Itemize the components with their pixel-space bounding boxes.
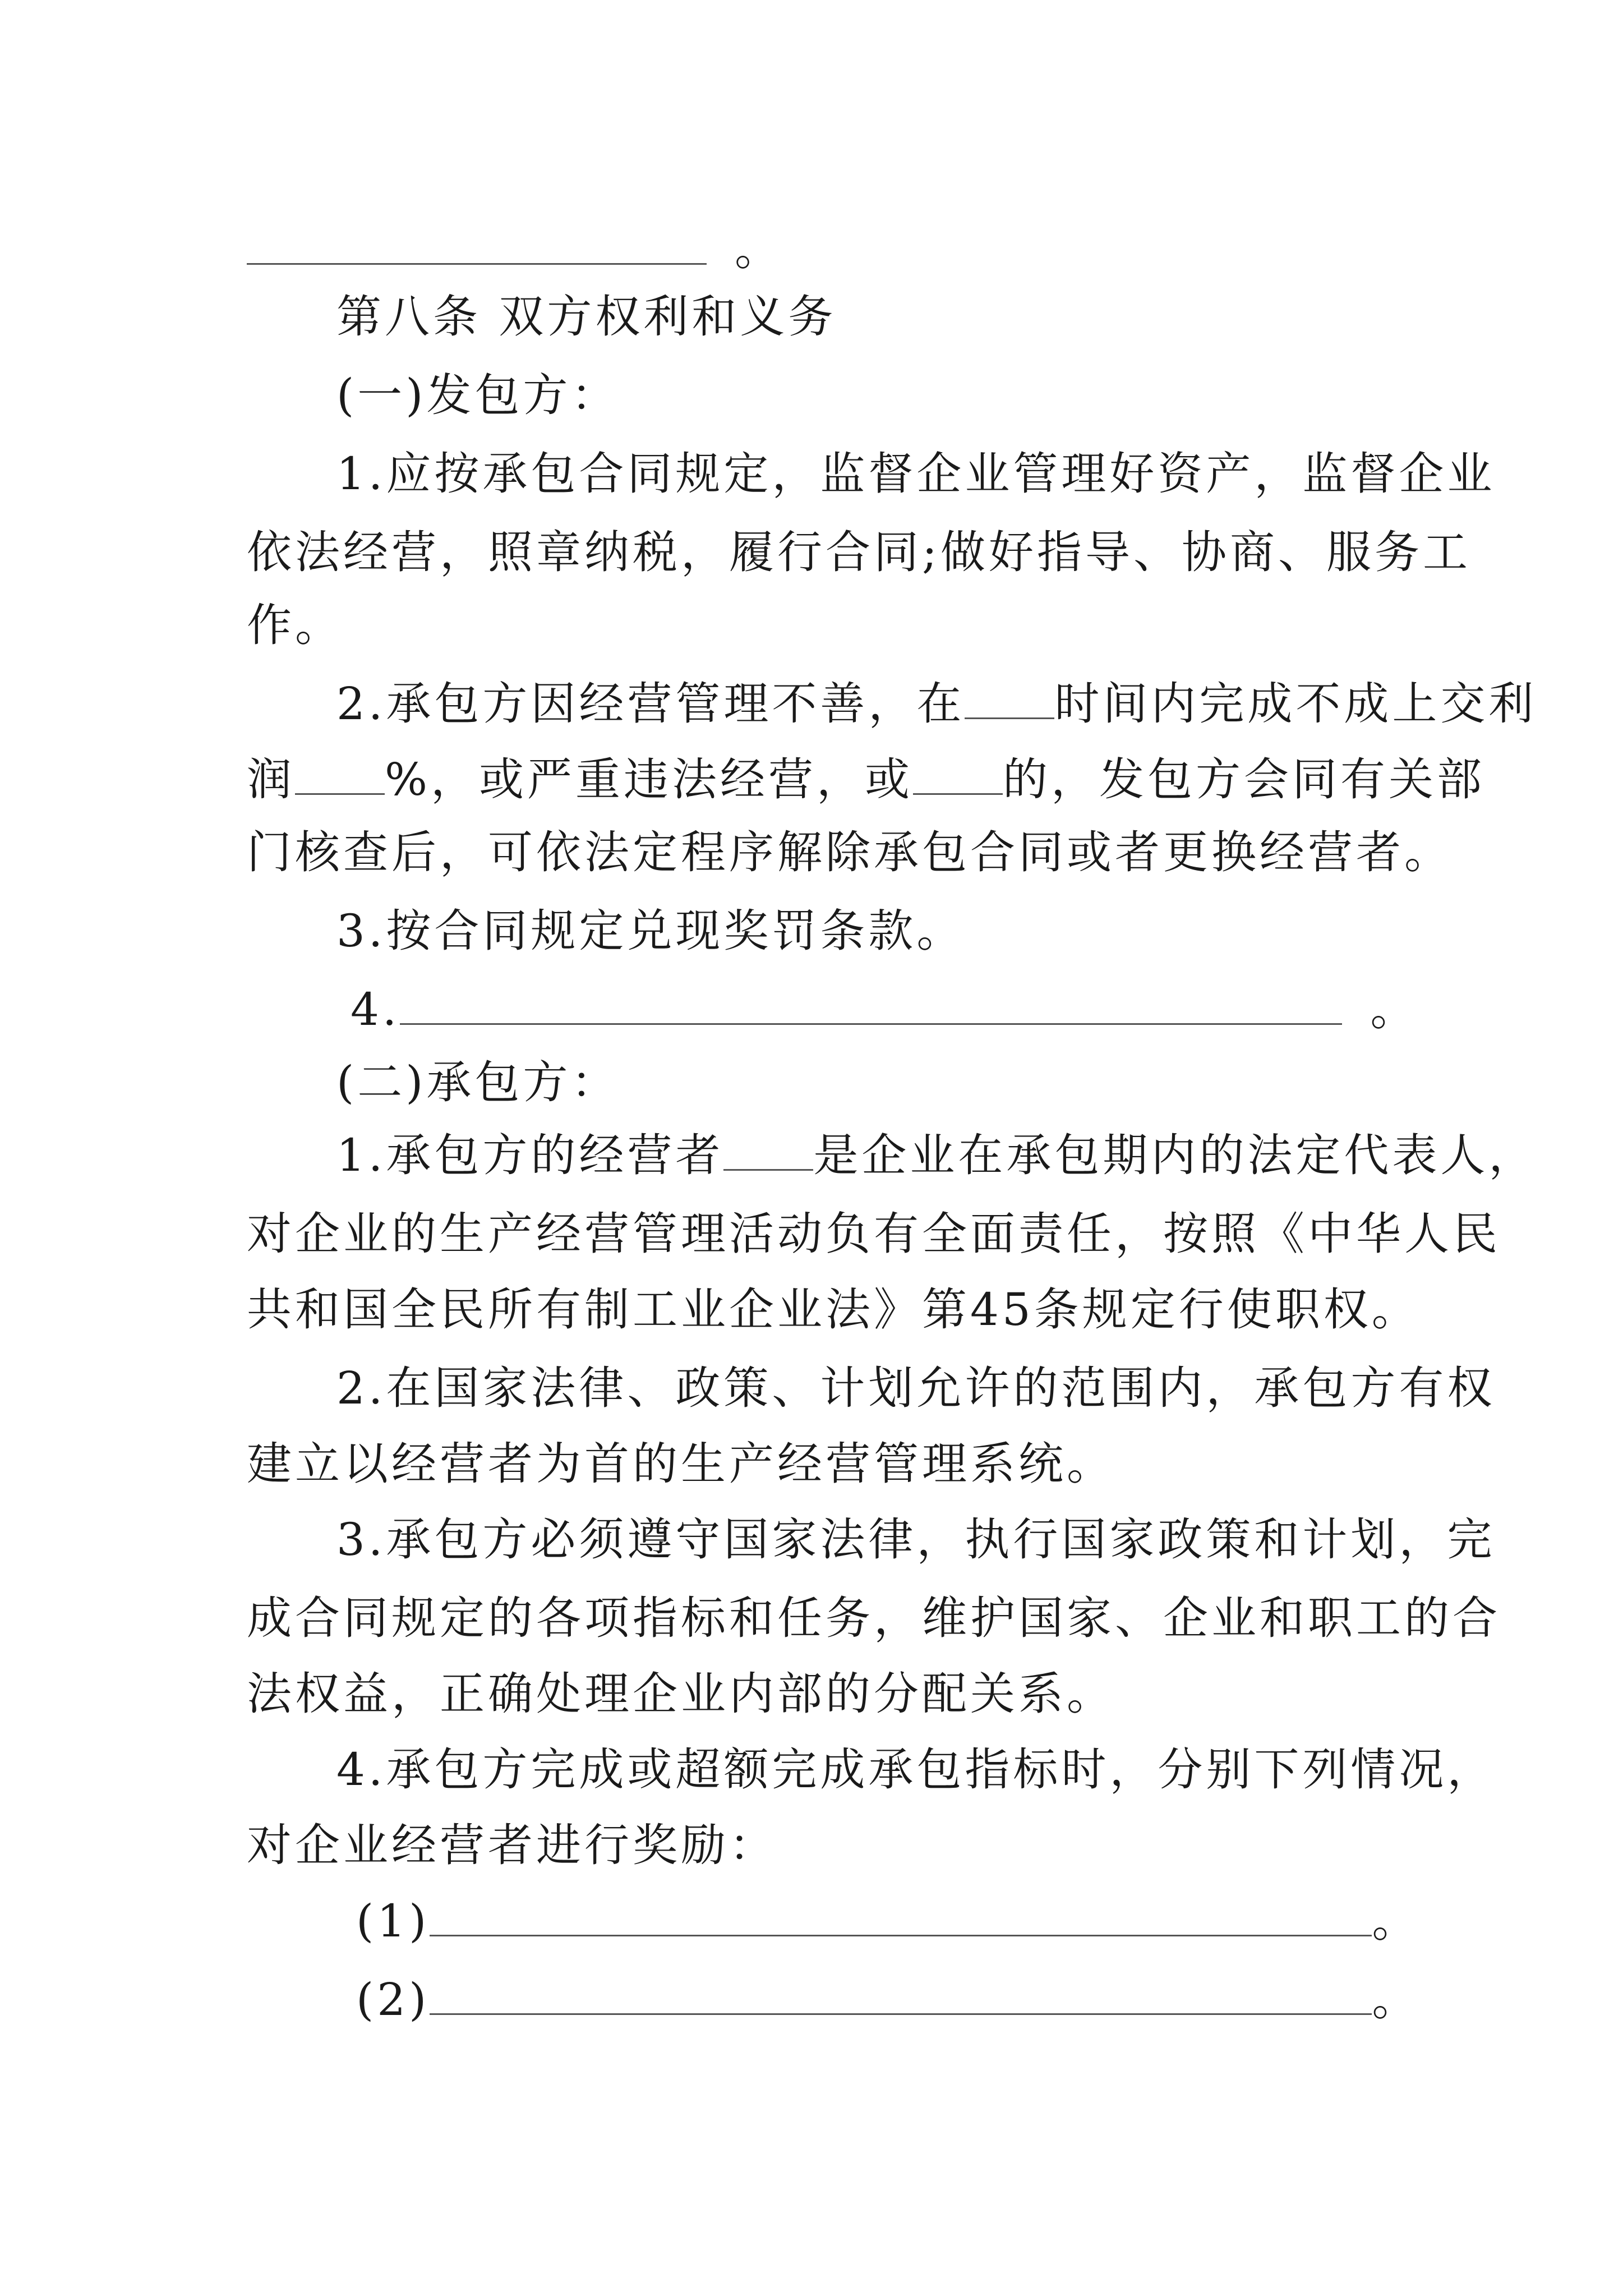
section-b-heading: (二)承包方：: [336, 1056, 620, 1108]
item-number: (2): [356, 1973, 430, 2026]
blank-field: [913, 754, 1003, 795]
text: %，或严重违法经营，或: [385, 753, 914, 806]
paragraph-a2-line2: [247, 752, 1485, 808]
article-title: 第八条 双方权利和义务: [336, 291, 837, 343]
paragraph-a3: 3.按合同规定兑现奖罚条款。: [336, 905, 965, 957]
paragraph-b2-line1: 2.在国家法律、政策、计划允许的范围内，承包方有权: [336, 1362, 1496, 1414]
item-number: 4.: [351, 983, 400, 1036]
blank-field: [430, 1974, 1372, 2015]
top-fill-line: [247, 222, 783, 278]
sub-item-1: [356, 1893, 1420, 1949]
text: 是企业在承包期内的法定代表人，: [813, 1129, 1537, 1181]
paragraph-b3-line1: 3.承包方必须遵守国家法律，执行国家政策和计划，完: [336, 1513, 1496, 1566]
paragraph-b1-line1: [336, 1128, 1537, 1184]
paragraph-b4-line1: 4.承包方完成或超额完成承包指标时，分别下列情况，: [336, 1743, 1496, 1796]
paragraph-b1-line2: 对企业的生产经营管理活动负有全面责任，按照《中华人民: [247, 1208, 1501, 1260]
period: 。: [1370, 983, 1419, 1036]
paragraph-b3-line3: 法权益，正确处理企业内部的分配关系。: [247, 1668, 1115, 1720]
paragraph-b1-line3: 共和国全民所有制工业企业法》第45条规定行使职权。: [247, 1283, 1420, 1336]
paragraph-a1-line3: 作。: [247, 599, 343, 651]
text: 的，发包方会同有关部: [1003, 753, 1486, 806]
paragraph-a2-line3: 门核查后，可依法定程序解除承包合同或者更换经营者。: [247, 826, 1453, 878]
period: 。: [1372, 1895, 1421, 1947]
period: 。: [735, 223, 783, 275]
paragraph-a2-line1: [336, 676, 1537, 732]
paragraph-a1-line2: 依法经营，照章纳税，履行合同;做好指导、协商、服务工: [247, 526, 1471, 578]
paragraph-a1-line1: 1.应按承包合同规定，监督企业管理好资产，监督企业: [336, 448, 1496, 500]
blank-field: [247, 224, 707, 265]
section-a-heading: (一)发包方：: [336, 369, 620, 421]
paragraph-b2-line2: 建立以经营者为首的生产经营管理系统。: [247, 1438, 1115, 1490]
text: 2.承包方因经营管理不善，在: [336, 678, 965, 730]
blank-field: [430, 1895, 1372, 1936]
text: 时间内完成不成上交利: [1054, 678, 1537, 730]
paragraph-b3-line2: 成合同规定的各项指标和任务，维护国家、企业和职工的合: [247, 1592, 1501, 1644]
blank-field: [965, 678, 1054, 719]
blank-field: [723, 1130, 813, 1171]
paragraph-a4: [351, 982, 1418, 1038]
blank-field: [400, 984, 1342, 1025]
sub-item-2: [356, 1972, 1420, 2028]
text: 润: [247, 753, 295, 806]
blank-field: [295, 754, 385, 795]
period: 。: [1372, 1973, 1421, 2026]
item-number: (1): [356, 1895, 430, 1947]
text: 1.承包方的经营者: [336, 1129, 724, 1181]
paragraph-b4-line2: 对企业经营者进行奖励：: [247, 1819, 777, 1871]
